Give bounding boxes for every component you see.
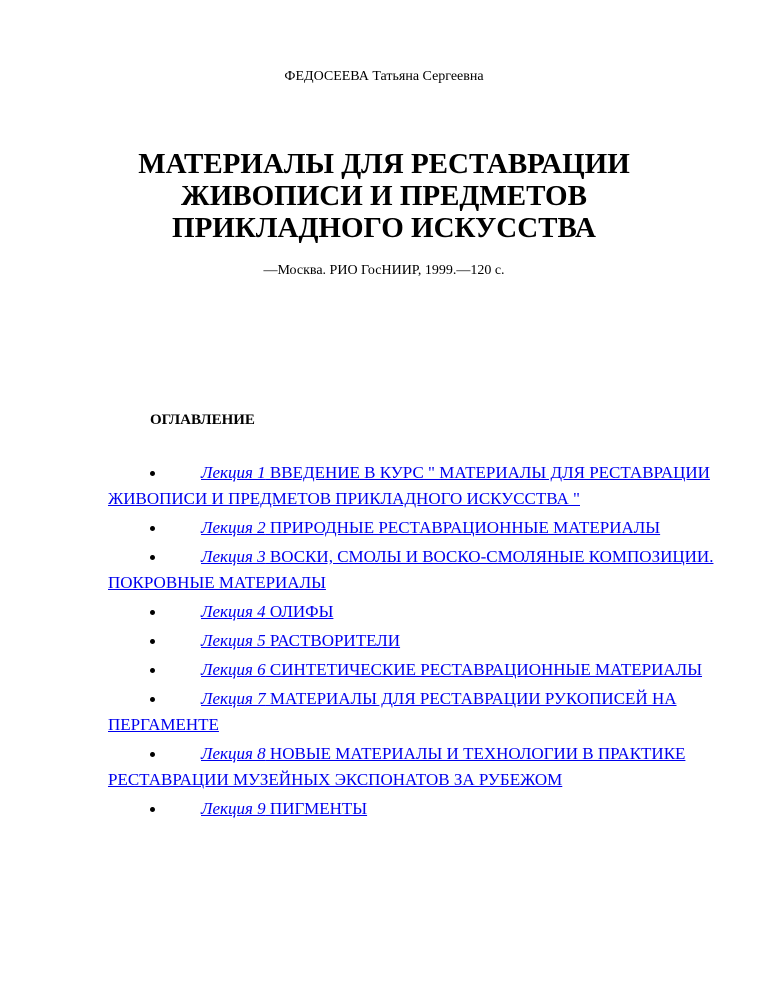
toc-item [108,741,748,793]
lecture-title: ПИГМЕНТЫ [265,799,368,818]
toc-item [108,686,748,738]
toc-link-lecture-8[interactable] [108,744,685,789]
book-title [0,148,768,244]
toc-item [108,544,748,596]
table-of-contents [108,460,748,825]
toc-link-lecture-6[interactable] [201,660,702,679]
book-title-line: МАТЕРИАЛЫ ДЛЯ РЕСТАВРАЦИИ [138,148,630,180]
book-title-line: ПРИКЛАДНОГО ИСКУССТВА [172,212,596,244]
lecture-title: ОЛИФЫ [265,602,334,621]
bullet-icon [150,807,155,812]
toc-link-lecture-2[interactable] [201,518,660,537]
toc-link-lecture-5[interactable] [201,631,400,650]
lecture-title: ВВЕДЕНИЕ В КУРС " МАТЕРИАЛЫ ДЛЯ РЕСТАВРАЦИИ ЖИВОПИСИ И ПРЕДМЕТОВ ПРИКЛАДНОГО ИСКУССТВА " [108,463,710,508]
author-name: ФЕДОСЕЕВА Татьяна Сергеевна [284,69,484,84]
lecture-number: Лекция 7 [201,689,266,708]
lecture-number: Лекция 8 [201,744,266,763]
toc-link-lecture-1[interactable] [108,463,710,508]
bullet-icon [150,471,155,476]
toc-item [108,796,748,822]
lecture-title: СИНТЕТИЧЕСКИЕ РЕСТАВРАЦИОННЫЕ МАТЕРИАЛЫ [265,660,703,679]
toc-item [108,657,748,683]
lecture-title: РАСТВОРИТЕЛИ [265,631,401,650]
bullet-icon [150,639,155,644]
lecture-title: ПРИРОДНЫЕ РЕСТАВРАЦИОННЫЕ МАТЕРИАЛЫ [265,518,661,537]
toc-link-lecture-9[interactable] [201,799,367,818]
lecture-number: Лекция 3 [201,547,266,566]
lecture-number: Лекция 9 [201,799,266,818]
bullet-icon [150,668,155,673]
lecture-number: Лекция 1 [201,463,266,482]
lecture-number: Лекция 2 [201,518,266,537]
toc-item [108,515,748,541]
bullet-icon [150,555,155,560]
toc-item [108,628,748,654]
bullet-icon [150,752,155,757]
lecture-title: МАТЕРИАЛЫ ДЛЯ РЕСТАВРАЦИИ РУКОПИСЕЙ НА ПЕРГАМЕНТЕ [108,689,677,734]
lecture-number: Лекция 4 [201,602,266,621]
bullet-icon [150,697,155,702]
bullet-icon [150,610,155,615]
toc-heading: ОГЛАВЛЕНИЕ [150,412,255,428]
toc-item [108,599,748,625]
bullet-icon [150,526,155,531]
toc-link-lecture-3[interactable] [108,547,713,592]
lecture-title: НОВЫЕ МАТЕРИАЛЫ И ТЕХНОЛОГИИ В ПРАКТИКЕ РЕСТАВРАЦИИ МУЗЕЙНЫХ ЭКСПОНАТОВ ЗА РУБЕЖОМ [108,744,686,789]
lecture-number: Лекция 5 [201,631,266,650]
publication-info: —Москва. РИО ГосНИИР, 1999.—120 с. [263,263,505,278]
toc-link-lecture-7[interactable] [108,689,677,734]
lecture-number: Лекция 6 [201,660,266,679]
toc-item [108,460,748,512]
book-title-line: ЖИВОПИСИ И ПРЕДМЕТОВ [181,180,587,212]
toc-link-lecture-4[interactable] [201,602,333,621]
lecture-title: ВОСКИ, СМОЛЫ И ВОСКО-СМОЛЯНЫЕ КОМПОЗИЦИИ. ПОКРОВНЫЕ МАТЕРИАЛЫ [108,547,714,592]
